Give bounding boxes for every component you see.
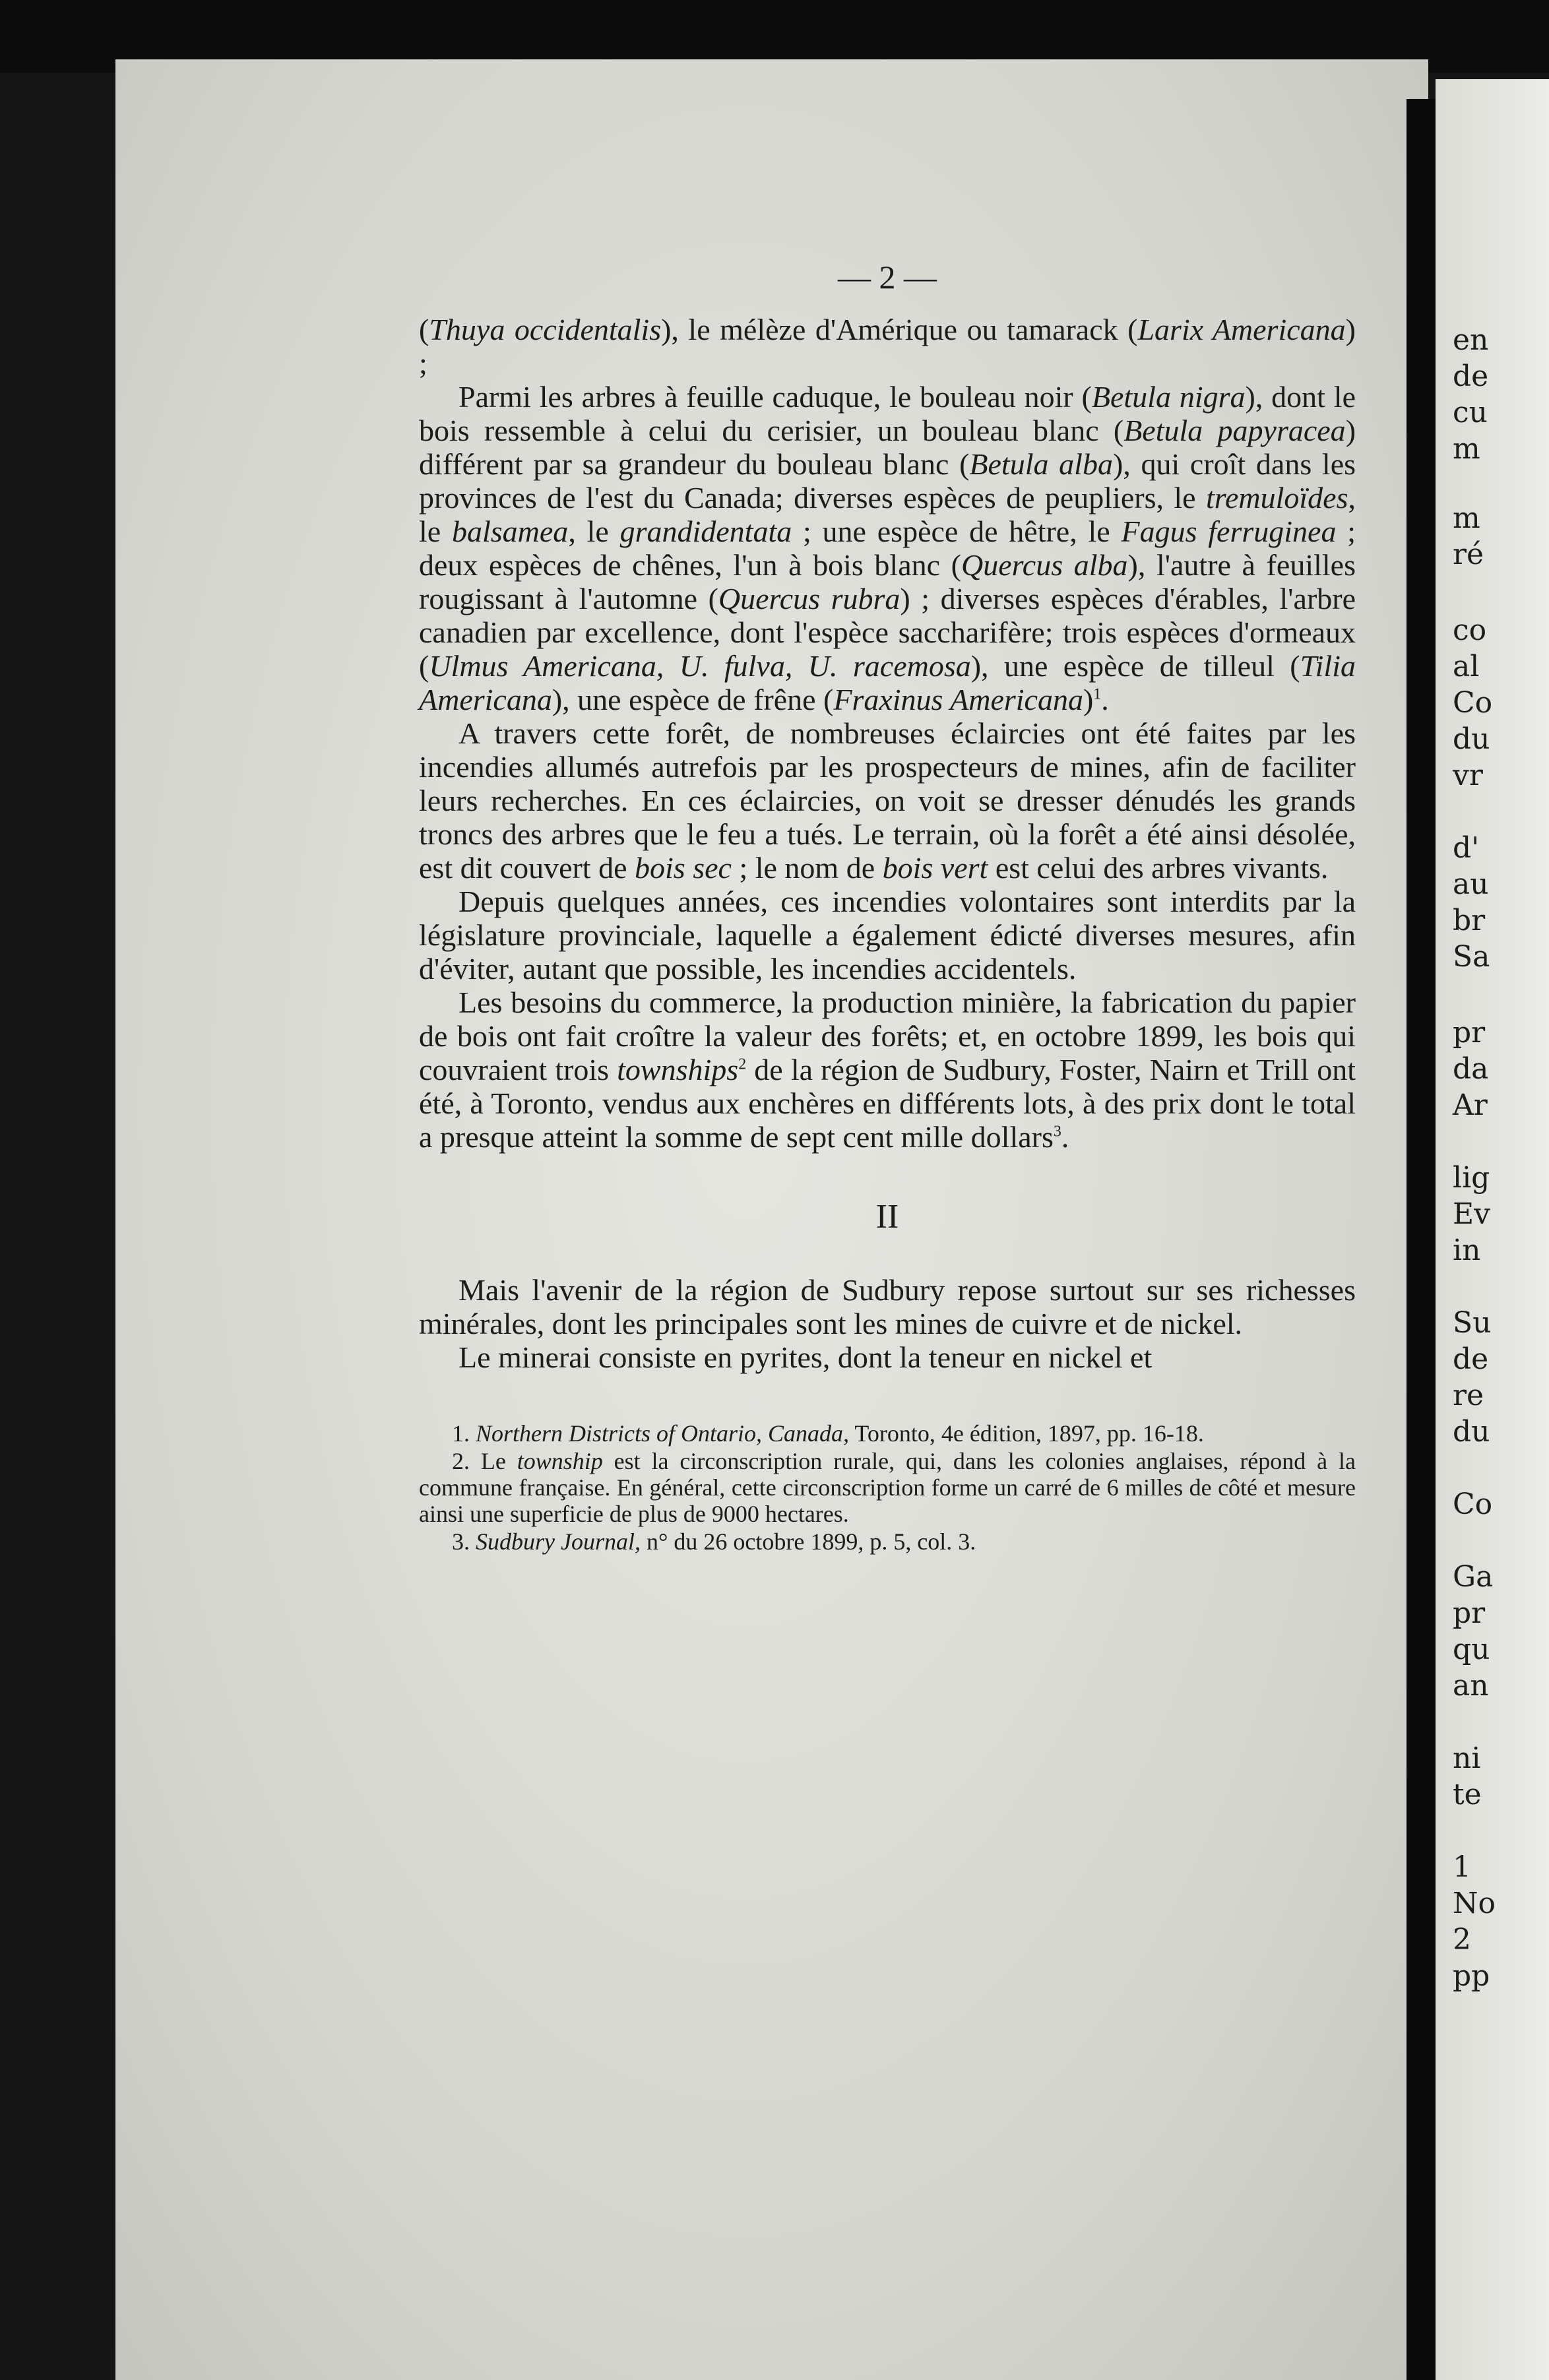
facing-page-text: te (1453, 1778, 1482, 1811)
text-run: ), une espèce de frêne ( (552, 683, 834, 716)
text-run: , le (419, 481, 1356, 548)
text-run: est la circonscription rurale, qui, dans les colonies anglaises, répond à la commune française. En général, cette circonscription forme un carré de 6 milles de côté et mesure ainsi une superficie de plus de 9000 hectares. (419, 1448, 1356, 1527)
text-run: . (1101, 683, 1109, 716)
facing-page-text: pr (1453, 1596, 1486, 1630)
facing-page-text: an (1453, 1669, 1489, 1703)
facing-page-text: in (1453, 1234, 1481, 1267)
facing-page-text: d' (1453, 831, 1480, 865)
footnote-ref: 2 (738, 1055, 747, 1073)
italic-text: Quercus rubra (718, 582, 901, 615)
italic-text: Betula alba (969, 447, 1113, 481)
text-run: ), qui croît dans les provinces de l'est du Canada; diverses espèces de peupliers, le (419, 447, 1356, 515)
facing-page-text: pp (1453, 1959, 1490, 1993)
italic-text: townships (617, 1053, 739, 1086)
facing-page-text: Ev (1453, 1197, 1490, 1231)
facing-page-text: Ar (1453, 1088, 1488, 1122)
footnote-ref: 3 (1053, 1123, 1061, 1141)
text-run: ), l'autre à feuilles rougissant à l'automne ( (419, 548, 1356, 615)
facing-page-text: co (1453, 613, 1487, 647)
facing-page-text: lig (1453, 1161, 1490, 1195)
italic-text: Ulmus Americana, U. fulva, U. racemosa (429, 649, 971, 683)
italic-text: Betula papyracea (1123, 414, 1346, 447)
body-text-after (419, 1273, 1356, 1374)
text-run: Les besoins du commerce, la production minière, la fabrication du papier de bois ont fait croître la valeur des forêts; et, en octobre 1899, les bois qui couvraient trois (419, 986, 1356, 1086)
text-run: Parmi les arbres à feuille caduque, le bouleau noir ( (458, 380, 1092, 414)
italic-text: Tilia Americana (419, 649, 1356, 716)
text-run: ) ; diverses espèces d'érables, l'arbre canadien par excellence, dont l'espèce saccharifère; trois espèces d'ormeaux ( (419, 582, 1356, 683)
facing-page-text: al (1453, 650, 1480, 683)
text-run: ), le mélèze d'Amérique ou tamarack ( (661, 313, 1138, 346)
facing-page-text: ni (1453, 1741, 1481, 1775)
facing-page-text: ré (1453, 538, 1484, 571)
italic-text: Northern Districts of Ontario, Canada (476, 1420, 844, 1447)
facing-page-text: m (1453, 432, 1480, 466)
text-run: Mais l'avenir de la région de Sudbury repose surtout sur ses richesses minérales, dont les principales sont les mines de cuivre et de nickel. (419, 1273, 1356, 1340)
text-run: ) différent par sa grandeur du bouleau blanc ( (419, 414, 1356, 481)
facing-page-text: Sa (1453, 940, 1490, 974)
paragraph-p5 (419, 986, 1356, 1154)
text-run: est celui des arbres vivants. (988, 851, 1329, 885)
footnote-fn3 (419, 1528, 1356, 1555)
text-run: 2. Le (452, 1448, 517, 1474)
text-run: 1. (452, 1420, 476, 1447)
facing-page-fragment (1436, 79, 1549, 2380)
italic-text: Thuya occidentalis (429, 313, 662, 346)
paragraph-p4 (419, 885, 1356, 986)
facing-page-text: au (1453, 867, 1489, 901)
facing-page-text: Co (1453, 1488, 1493, 1521)
text-run: A travers cette forêt, de nombreuses éclaircies ont été faites par les incendies allumés autrefois par les prospecteurs de mines, afin de faciliter leurs recherches. En ces éclaircies, on voit se dresser dénudés les grands troncs des arbres que le feu a tués. Le terrain, où la forêt a été ainsi désolée, est dit couvert de (419, 716, 1356, 885)
facing-page-text: da (1453, 1052, 1489, 1086)
text-run: 3. (452, 1528, 476, 1555)
facing-page-text: 1 (1453, 1850, 1471, 1884)
footnote-fn2 (419, 1448, 1356, 1527)
italic-text: Betula nigra (1091, 380, 1246, 414)
italic-text: Fraxinus Americana (833, 683, 1083, 716)
italic-text: Sudbury Journal, (476, 1528, 641, 1555)
italic-text: Fagus ferruginea (1121, 515, 1337, 548)
italic-text: bois sec (635, 851, 732, 885)
facing-page-text: pr (1453, 1016, 1486, 1049)
footnote-fn1 (419, 1420, 1356, 1447)
facing-page-text: No (1453, 1887, 1496, 1920)
facing-page-text: m (1453, 501, 1480, 535)
italic-text: grandidentata (619, 515, 792, 548)
text-run: n° du 26 octobre 1899, p. 5, col. 3. (640, 1528, 976, 1555)
paragraph-p3 (419, 716, 1356, 885)
body-text-before (419, 313, 1356, 1154)
facing-page-text: vr (1453, 759, 1483, 792)
facing-page-text: de (1453, 1342, 1489, 1376)
text-run: ( (419, 313, 429, 346)
text-run: ), dont le bois ressemble à celui du cerisier, un bouleau blanc ( (419, 380, 1356, 447)
text-run: , Toronto, 4e édition, 1897, pp. 16-18. (843, 1420, 1204, 1447)
text-run: Le minerai consiste en pyrites, dont la teneur en nickel et (458, 1340, 1153, 1374)
text-run: . (1061, 1120, 1069, 1154)
facing-page-text: du (1453, 1415, 1490, 1449)
paragraph-p2 (419, 380, 1356, 716)
text-run: ), une espèce de tilleul ( (970, 649, 1300, 683)
facing-page-text: du (1453, 722, 1490, 756)
text-run: ; le nom de (731, 851, 883, 885)
facing-page-text: br (1453, 904, 1486, 937)
italic-text: tremuloïdes (1206, 481, 1348, 515)
facing-page-text: Su (1453, 1306, 1492, 1340)
facing-page-text: 2 (1453, 1923, 1471, 1957)
section-heading: II (875, 1198, 899, 1236)
italic-text: bois vert (882, 851, 988, 885)
facing-page-text: qu (1453, 1633, 1490, 1666)
italic-text: Quercus alba (961, 548, 1128, 582)
italic-text: Larix Americana (1137, 313, 1346, 346)
text-run: Depuis quelques années, ces incendies volontaires sont interdits par la législature provinciale, laquelle a également édicté diverses mesures, afin d'éviter, autant que possible, les incendies accidentels. (419, 885, 1356, 986)
footnotes (419, 1420, 1356, 1555)
italic-text: township (517, 1448, 603, 1474)
text-run: ) ; (419, 313, 1356, 380)
text-run: , le (568, 515, 620, 548)
text-run: ; deux espèces de chênes, l'un à bois blanc ( (419, 515, 1356, 582)
text-run: ; une espèce de hêtre, le (792, 515, 1122, 548)
paragraph-p7 (419, 1340, 1356, 1374)
footnote-ref: 1 (1093, 685, 1102, 703)
facing-page-text: en (1453, 323, 1489, 357)
facing-page-text: cu (1453, 396, 1488, 429)
facing-page-text: re (1453, 1379, 1484, 1412)
italic-text: balsamea (451, 515, 569, 548)
paragraph-p1 (419, 313, 1356, 380)
facing-page-text: de (1453, 360, 1489, 393)
page-number: — 2 — (838, 259, 937, 296)
text-run: de la région de Sudbury, Foster, Nairn et Trill ont été, à Toronto, vendus aux enchères en différents lots, à des prix dont le total a presque atteint la somme de sept cent mille dollars (419, 1053, 1356, 1154)
paragraph-p6 (419, 1273, 1356, 1340)
facing-page-text: Ga (1453, 1560, 1494, 1594)
facing-page-text: Co (1453, 686, 1493, 720)
page-content (419, 261, 1356, 1556)
text-run: ) (1083, 683, 1094, 716)
